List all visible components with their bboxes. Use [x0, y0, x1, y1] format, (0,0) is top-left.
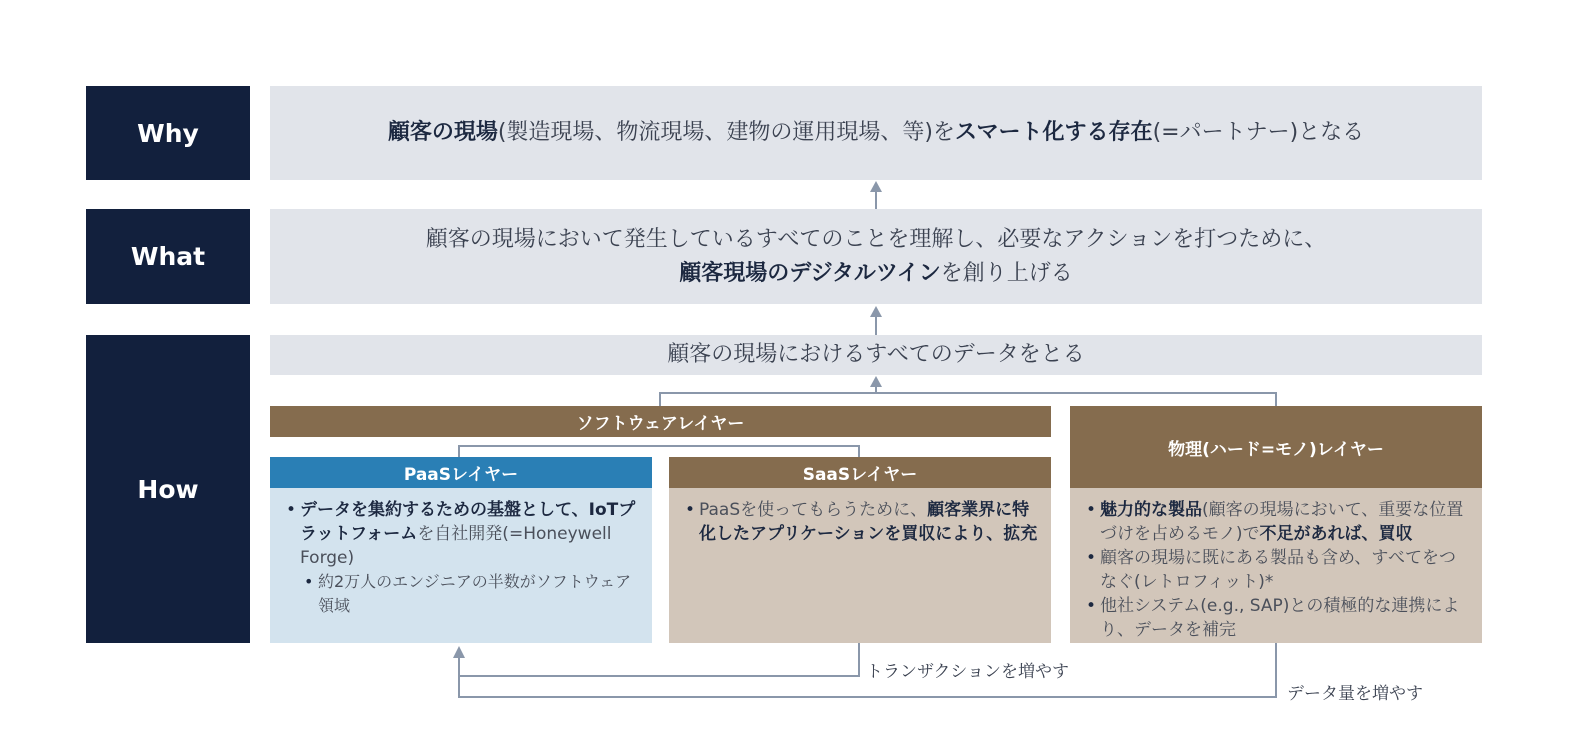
why-part-customer-site: 顧客の現場 — [387, 120, 498, 145]
bracket-paas-saas — [459, 446, 859, 457]
software-layer-title: ソフトウェアレイヤー — [576, 414, 745, 434]
what-line-1: 顧客の現場において発生しているすべてのことを理解し、必要なアクションを打つために、 — [425, 226, 1327, 252]
physical-layer-title: 物理(ハード=モノ)レイヤー — [1168, 439, 1384, 460]
physical-bullet-1-bold-b: 不足があれば、買収 — [1259, 524, 1413, 544]
why-label-text: Why — [137, 118, 199, 148]
arrow-head-paas-feedback — [453, 646, 465, 658]
why-part-smart: スマート化する存在 — [955, 120, 1153, 145]
paas-bullet-1-rest: を自社開発(=Honeywell Forge) — [300, 524, 612, 568]
why-part-examples: (製造現場、物流現場、建物の運用現場、等)を — [497, 120, 955, 145]
what-digital-twin: 顧客現場のデジタルツイン — [679, 260, 941, 286]
arrow-head-why — [870, 181, 882, 192]
why-part-partner: (=パートナー)となる — [1152, 120, 1365, 145]
loop-transactions — [459, 643, 859, 676]
how-label-text: How — [137, 474, 199, 504]
arrow-head-data — [870, 376, 882, 387]
saas-layer-title: SaaSレイヤー — [802, 465, 918, 485]
what-label-text: What — [130, 242, 206, 271]
how-data-band-text: 顧客の現場におけるすべてのデータをとる — [667, 342, 1085, 367]
bracket-software-physical — [660, 393, 1276, 406]
physical-bullet-3-text: 他社システム(e.g., SAP)との積極的な連携により、データを補完 — [1100, 596, 1460, 640]
what-line-2-rest: を創り上げる — [940, 260, 1073, 286]
paas-bullet-1-bold: データを集約するための基盤として、IoTプラットフォーム — [300, 500, 636, 544]
caption-data-volume: データ量を増やす — [1287, 684, 1423, 704]
paas-layer-title: PaaSレイヤー — [403, 465, 519, 485]
physical-bullet-1-plain: (顧客の現場において、重要な位置づけを占めるモノ)で — [1100, 500, 1464, 544]
arrow-head-what — [870, 306, 882, 317]
physical-bullet-1-bold-a: 魅力的な製品 — [1100, 500, 1202, 520]
caption-transactions: トランザクションを増やす — [866, 662, 1069, 682]
saas-bullet-1-bold: 顧客業界に特化したアプリケーションを買収により、拡充 — [699, 500, 1038, 544]
saas-bullet-1-plain: PaaSを使ってもらうために、 — [699, 500, 928, 520]
physical-bullet-2-text: 顧客の現場に既にある製品も含め、すべてをつなぐ(レトロフィット)* — [1100, 548, 1456, 592]
paas-sub-bullet-1-text: 約2万人のエンジニアの半数がソフトウェア領域 — [318, 572, 632, 615]
